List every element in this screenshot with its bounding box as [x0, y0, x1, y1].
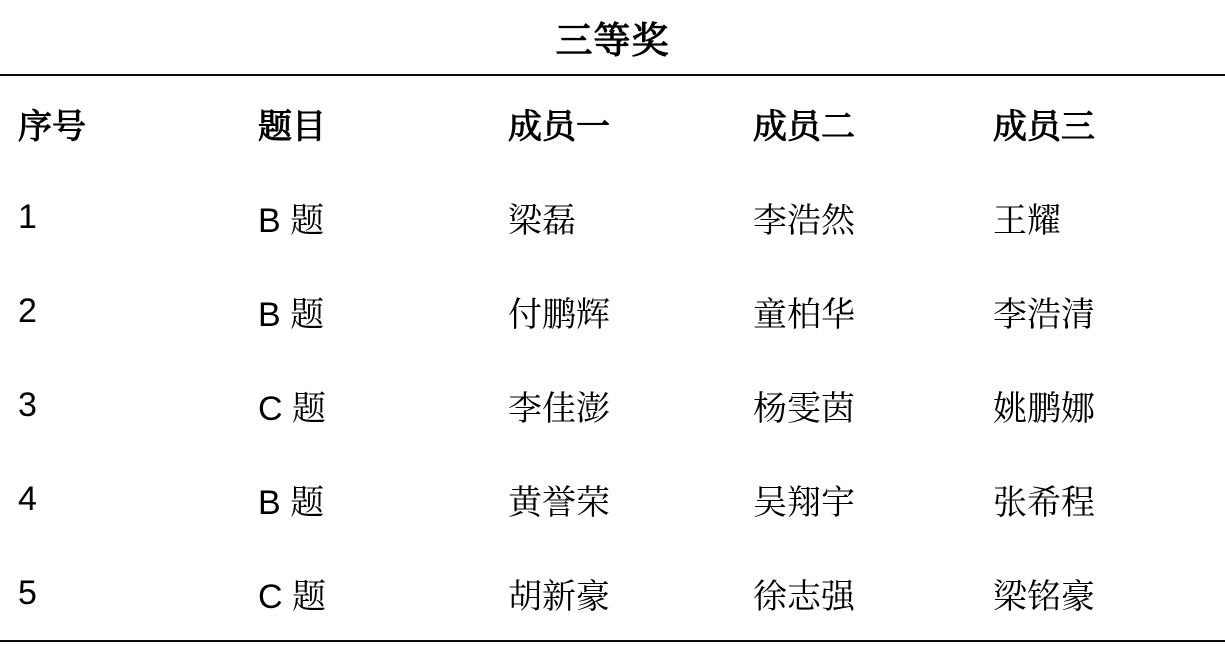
cell-topic: B 题 — [258, 483, 325, 522]
table-row — [0, 170, 1225, 264]
cell-member-3: 姚鹏娜 — [993, 389, 1095, 428]
cell-member-3: 王耀 — [993, 201, 1061, 240]
cell-member-1: 付鹏辉 — [508, 295, 610, 334]
cell-member-2: 童柏华 — [753, 295, 855, 334]
cell-number: 4 — [18, 479, 37, 518]
cell-member-1: 李佳澎 — [508, 389, 610, 428]
cell-member-2: 李浩然 — [753, 201, 855, 240]
cell-member-1: 黄誉荣 — [508, 483, 610, 522]
column-header-number: 序号 — [18, 107, 86, 146]
table-row — [0, 546, 1225, 640]
cell-topic: C 题 — [258, 577, 326, 616]
cell-topic: B 题 — [258, 295, 325, 334]
column-header-member-2: 成员二 — [753, 107, 855, 146]
table-row — [0, 358, 1225, 452]
cell-number: 1 — [18, 197, 37, 236]
cell-member-3: 梁铭豪 — [993, 577, 1095, 616]
cell-member-3: 张希程 — [993, 483, 1095, 522]
page-title: 三等奖 — [555, 20, 670, 61]
cell-member-1: 梁磊 — [508, 201, 576, 240]
table-row — [0, 264, 1225, 358]
cell-number: 5 — [18, 573, 37, 612]
column-header-topic: 题目 — [258, 107, 326, 146]
cell-topic: C 题 — [258, 389, 326, 428]
table-row — [0, 452, 1225, 546]
column-header-member-1: 成员一 — [508, 107, 610, 146]
cell-member-2: 徐志强 — [753, 577, 855, 616]
cell-number: 2 — [18, 291, 37, 330]
cell-topic: B 题 — [258, 201, 325, 240]
awards-table — [0, 76, 1225, 640]
cell-member-3: 李浩清 — [993, 295, 1095, 334]
column-header-member-3: 成员三 — [993, 107, 1095, 146]
cell-number: 3 — [18, 385, 37, 424]
cell-member-1: 胡新豪 — [508, 577, 610, 616]
cell-member-2: 杨雯茵 — [753, 389, 855, 428]
table-header-row — [0, 76, 1225, 170]
bottom-rule-divider — [0, 640, 1225, 642]
cell-member-2: 吴翔宇 — [753, 483, 855, 522]
